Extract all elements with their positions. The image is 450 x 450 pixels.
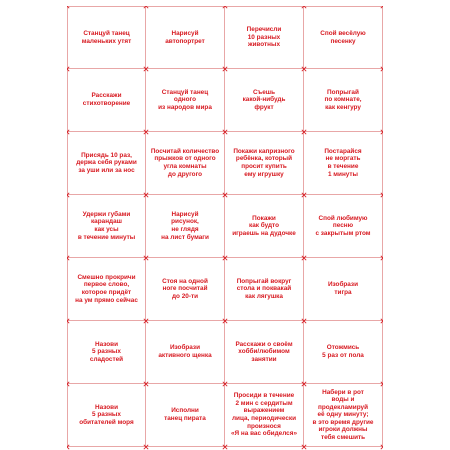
game-card-sheet: [67, 6, 383, 450]
card-text: Нарисуй рисунок, не глядя на лист бумаги: [161, 210, 209, 241]
card-text: Исполни танец пирата: [164, 407, 206, 422]
game-card: [225, 132, 304, 195]
game-card: [67, 258, 146, 321]
game-card: [304, 69, 383, 132]
game-card: [304, 321, 383, 384]
card-text: Станцуй танец одного из народов мира: [158, 88, 212, 111]
card-text: Изобрази тигра: [327, 281, 359, 296]
card-text: Попрыгай по комнате, как кенгуру: [324, 88, 362, 111]
game-card: [67, 6, 146, 69]
game-card: [67, 321, 146, 384]
card-text: Перечисли 10 разных животных: [246, 26, 282, 49]
card-text: Спой любимую песню с закрытым ртом: [315, 214, 371, 237]
game-card: [146, 384, 225, 447]
game-card: [67, 132, 146, 195]
card-text: Просиди в течение 2 мин с сердитым выражением лица, периодически произнося «Я на вас обиделся»: [230, 392, 298, 438]
card-text: Спой весёлую песенку: [320, 29, 366, 45]
game-card: [67, 195, 146, 258]
card-text: Расскажи о своём хобби/любимом занятии: [235, 340, 293, 363]
card-text: Стоя на одной ноге посчитай до 20-ти: [162, 277, 208, 300]
card-text: Покажи как будто играешь на дудочке: [232, 214, 296, 237]
card-text: Съешь какой-нибудь фрукт: [242, 88, 286, 111]
game-card: [146, 195, 225, 258]
game-card: [225, 195, 304, 258]
card-text: Нарисуй автопортрет: [165, 29, 205, 45]
card-text: Набери в рот воды и продекламируй её одну минуту; в это время другие игроки должны тебя смешить: [312, 388, 374, 441]
game-card: [146, 132, 225, 195]
card-text: Смешно прокричи первое слово, которое придёт на ум прямо сейчас: [75, 273, 138, 304]
game-card: [146, 321, 225, 384]
game-card: [67, 69, 146, 132]
game-card: [225, 321, 304, 384]
card-text: Постарайся не моргать в течение 1 минуты: [324, 147, 362, 178]
game-card: [146, 6, 225, 69]
card-text: Присядь 10 раз, держа себя руками за уши или за нос: [76, 151, 137, 174]
game-card: [304, 6, 383, 69]
game-card: [304, 258, 383, 321]
game-card: [304, 132, 383, 195]
card-text: Назови 5 разных сладостей: [89, 340, 124, 363]
card-text: Отожмись 5 раз от пола: [322, 344, 364, 359]
card-text: Станцуй танец маленьких утят: [81, 29, 132, 45]
card-text: Изобрази активного щенка: [158, 344, 212, 359]
game-card: [225, 258, 304, 321]
game-card: [225, 69, 304, 132]
game-card: [225, 6, 304, 69]
card-text: Удержи губами карандаш как усы в течение минуты: [77, 210, 136, 241]
card-text: Покажи капризного ребёнка, который просит купить ему игрушку: [233, 147, 295, 178]
game-card: [225, 384, 304, 447]
card-grid: [67, 6, 383, 450]
game-card: [304, 384, 383, 447]
game-card: [67, 384, 146, 447]
card-text: Расскажи стихотворение: [82, 92, 131, 107]
card-text: Попрыгай вокруг стола и поквакай как лягушка: [236, 277, 292, 300]
game-card: [304, 195, 383, 258]
game-card: [146, 258, 225, 321]
card-text: Посчитай количество прыжков от одного угла комнаты до другого: [150, 147, 220, 178]
game-card: [146, 69, 225, 132]
card-text: Назови 5 разных обитателей моря: [79, 403, 134, 426]
